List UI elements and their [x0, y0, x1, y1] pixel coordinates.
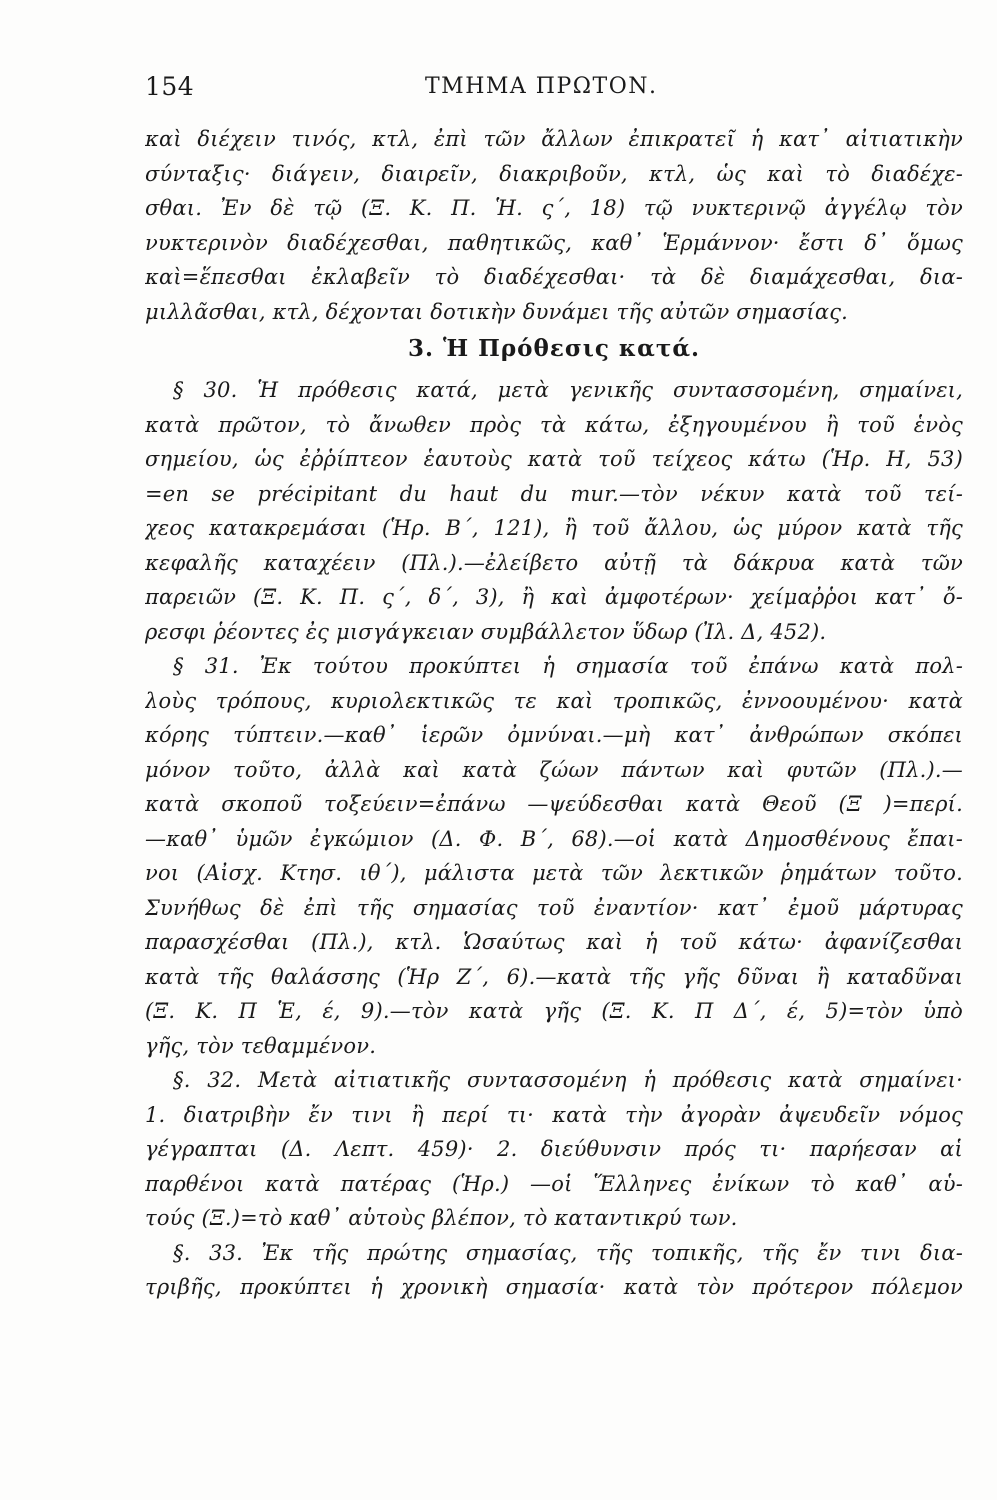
text-line: παρασχέσθαι (Πλ.), κτλ. Ὡσαύτως καὶ ἡ τοῦ κάτω· ἀφανίζεσθαι	[145, 930, 963, 954]
text-line: γέγραπται (Δ. Λεπτ. 459)· 2. διεύθυνσιν πρός τι· παρήεσαν αἱ	[145, 1137, 963, 1161]
paragraph-start-line: § 31. Ἐκ τούτου προκύπτει ἡ σημασία τοῦ ἐπάνω κατὰ πολ-	[173, 654, 963, 678]
text-line: =en se précipitant du haut du mur.—τὸν νέκυν κατὰ τοῦ τεί-	[145, 481, 963, 506]
text-line: —καθ᾽ ὑμῶν ἐγκώμιον (Δ. Φ. Β΄, 68).—οἱ κατὰ Δημοσθένους ἔπαι-	[145, 826, 963, 851]
page-header	[145, 72, 960, 106]
text-line: (Ξ. Κ. Π Ἑ, έ, 9).—τὸν κατὰ γῆς (Ξ. Κ. Π Δ΄, έ, 5)=τὸν ὑπὸ	[145, 999, 963, 1023]
text-line: κόρης τύπτειν.—καθ᾽ ἱερῶν ὀμνύναι.—μὴ κατ᾽ ἀνθρώπων σκόπει	[145, 723, 963, 747]
text-line: μόνον τοῦτο, ἀλλὰ καὶ κατὰ ζώων πάντων καὶ φυτῶν (Πλ.).—	[145, 757, 963, 782]
text-line: καὶ=ἕπεσθαι ἐκλαβεῖν τὸ διαδέχεσθαι· τὰ δὲ διαμάχεσθαι, δια-	[145, 265, 963, 289]
text-line: γῆς, τὸν τεθαμμένον.	[145, 1033, 377, 1058]
text-line: σύνταξις· διάγειν, διαιρεῖν, διακριβοῦν, κτλ, ὡς καὶ τὸ διαδέχε-	[145, 161, 963, 186]
text-line: κατὰ πρῶτον, τὸ ἄνωθεν πρὸς τὰ κάτω, ἐξηγουμένου ἢ τοῦ ἑνὸς	[145, 412, 963, 437]
text-line: παρειῶν (Ξ. Κ. Π. ς΄, δ΄, 3), ἢ καὶ ἀμφοτέρων· χείμαῤῥοι κατ᾽ ὄ-	[145, 585, 963, 609]
text-line: παρθένοι κατὰ πατέρας (Ἡρ.) —οἱ Ἕλληνες ἐνίκων τὸ καθ᾽ αὑ-	[145, 1171, 963, 1196]
text-line: σθαι. Ἐν δὲ τῷ (Ξ. Κ. Π. Ἡ. ς΄, 18) τῷ νυκτερινῷ ἀγγέλῳ τὸν	[145, 196, 963, 220]
text-line: μιλλᾶσθαι, κτλ, δέχονται δοτικὴν δυνάμει τῆς αὐτῶν σημασίας.	[145, 299, 849, 324]
paragraph-start-line: § 30. Ἡ πρόθεσις κατά, μετὰ γενικῆς συντασσομένη, σημαίνει,	[173, 378, 963, 402]
body-text	[145, 122, 963, 1305]
text-line: κατὰ σκοποῦ τοξεύειν=ἐπάνω —ψεύδεσθαι κατὰ Θεοῦ (Ξ )=περί.	[145, 792, 963, 816]
text-line: χεος κατακρεμάσαι (Ἡρ. Β΄, 121), ἢ τοῦ ἄλλου, ὡς μύρον κατὰ τῆς	[145, 516, 963, 540]
running-title: ΤΜΗΜΑ ΠΡΩΤΟΝ.	[425, 74, 658, 99]
text-line: κατὰ τῆς θαλάσσης (Ἡρ Ζ΄, 6).—κατὰ τῆς γῆς δῦναι ἢ καταδῦναι	[145, 964, 963, 989]
text-line: ρεσφι ῥέοντες ἐς μισγάγκειαν συμβάλλετον ὕδωρ (Ἰλ. Δ, 452).	[145, 619, 827, 644]
text-line: Συνήθως δὲ ἐπὶ τῆς σημασίας τοῦ ἐναντίον· κατ᾽ ἐμοῦ μάρτυρας	[145, 895, 963, 920]
text-line: σημείου, ὡς ἐῤῥίπτεον ἑαυτοὺς κατὰ τοῦ τείχεος κάτω (Ἡρ. Η, 53)	[145, 447, 963, 471]
text-line: νυκτερινὸν διαδέχεσθαι, παθητικῶς, καθ᾽ Ἑρμάννον· ἔστι δ᾽ ὅμως	[145, 230, 963, 255]
page-number: 154	[145, 72, 195, 101]
text-line: νοι (Αἰσχ. Κτησ. ιθ΄), μάλιστα μετὰ τῶν λεκτικῶν ῥημάτων τοῦτο.	[145, 861, 963, 885]
paragraph-start-line: §. 32. Μετὰ αἰτιατικῆς συντασσομένη ἡ πρόθεσις κατὰ σημαίνει·	[173, 1068, 963, 1092]
text-line: καὶ διέχειν τινός, κτλ, ἐπὶ τῶν ἄλλων ἐπικρατεῖ ἡ κατ᾽ αἰτιατικὴν	[145, 127, 963, 151]
text-line: λοὺς τρόπους, κυριολεκτικῶς τε καὶ τροπικῶς, ἐννοουμένου· κατὰ	[145, 688, 963, 713]
text-line: τριβῆς, προκύπτει ἡ χρονικὴ σημασία· κατὰ τὸν πρότερον πόλεμον	[145, 1275, 963, 1299]
paragraph-start-line: §. 33. Ἐκ τῆς πρώτης σημασίας, τῆς τοπικῆς, τῆς ἔν τινι δια-	[173, 1240, 963, 1265]
section-heading: 3. Ἡ Πρόθεσις κατά.	[407, 335, 701, 362]
text-line: κεφαλῆς καταχέειν (Πλ.).—ἐλείβετο αὐτῇ τὰ δάκρυα κατὰ τῶν	[145, 550, 963, 575]
text-line: τούς (Ξ.)=τὸ καθ᾽ αὑτοὺς βλέπον, τὸ καταντικρύ των.	[145, 1206, 738, 1230]
text-line: 1. διατριβὴν ἔν τινι ἢ περί τι· κατὰ τὴν ἀγορὰν ἀψευδεῖν νόμος	[145, 1102, 963, 1127]
